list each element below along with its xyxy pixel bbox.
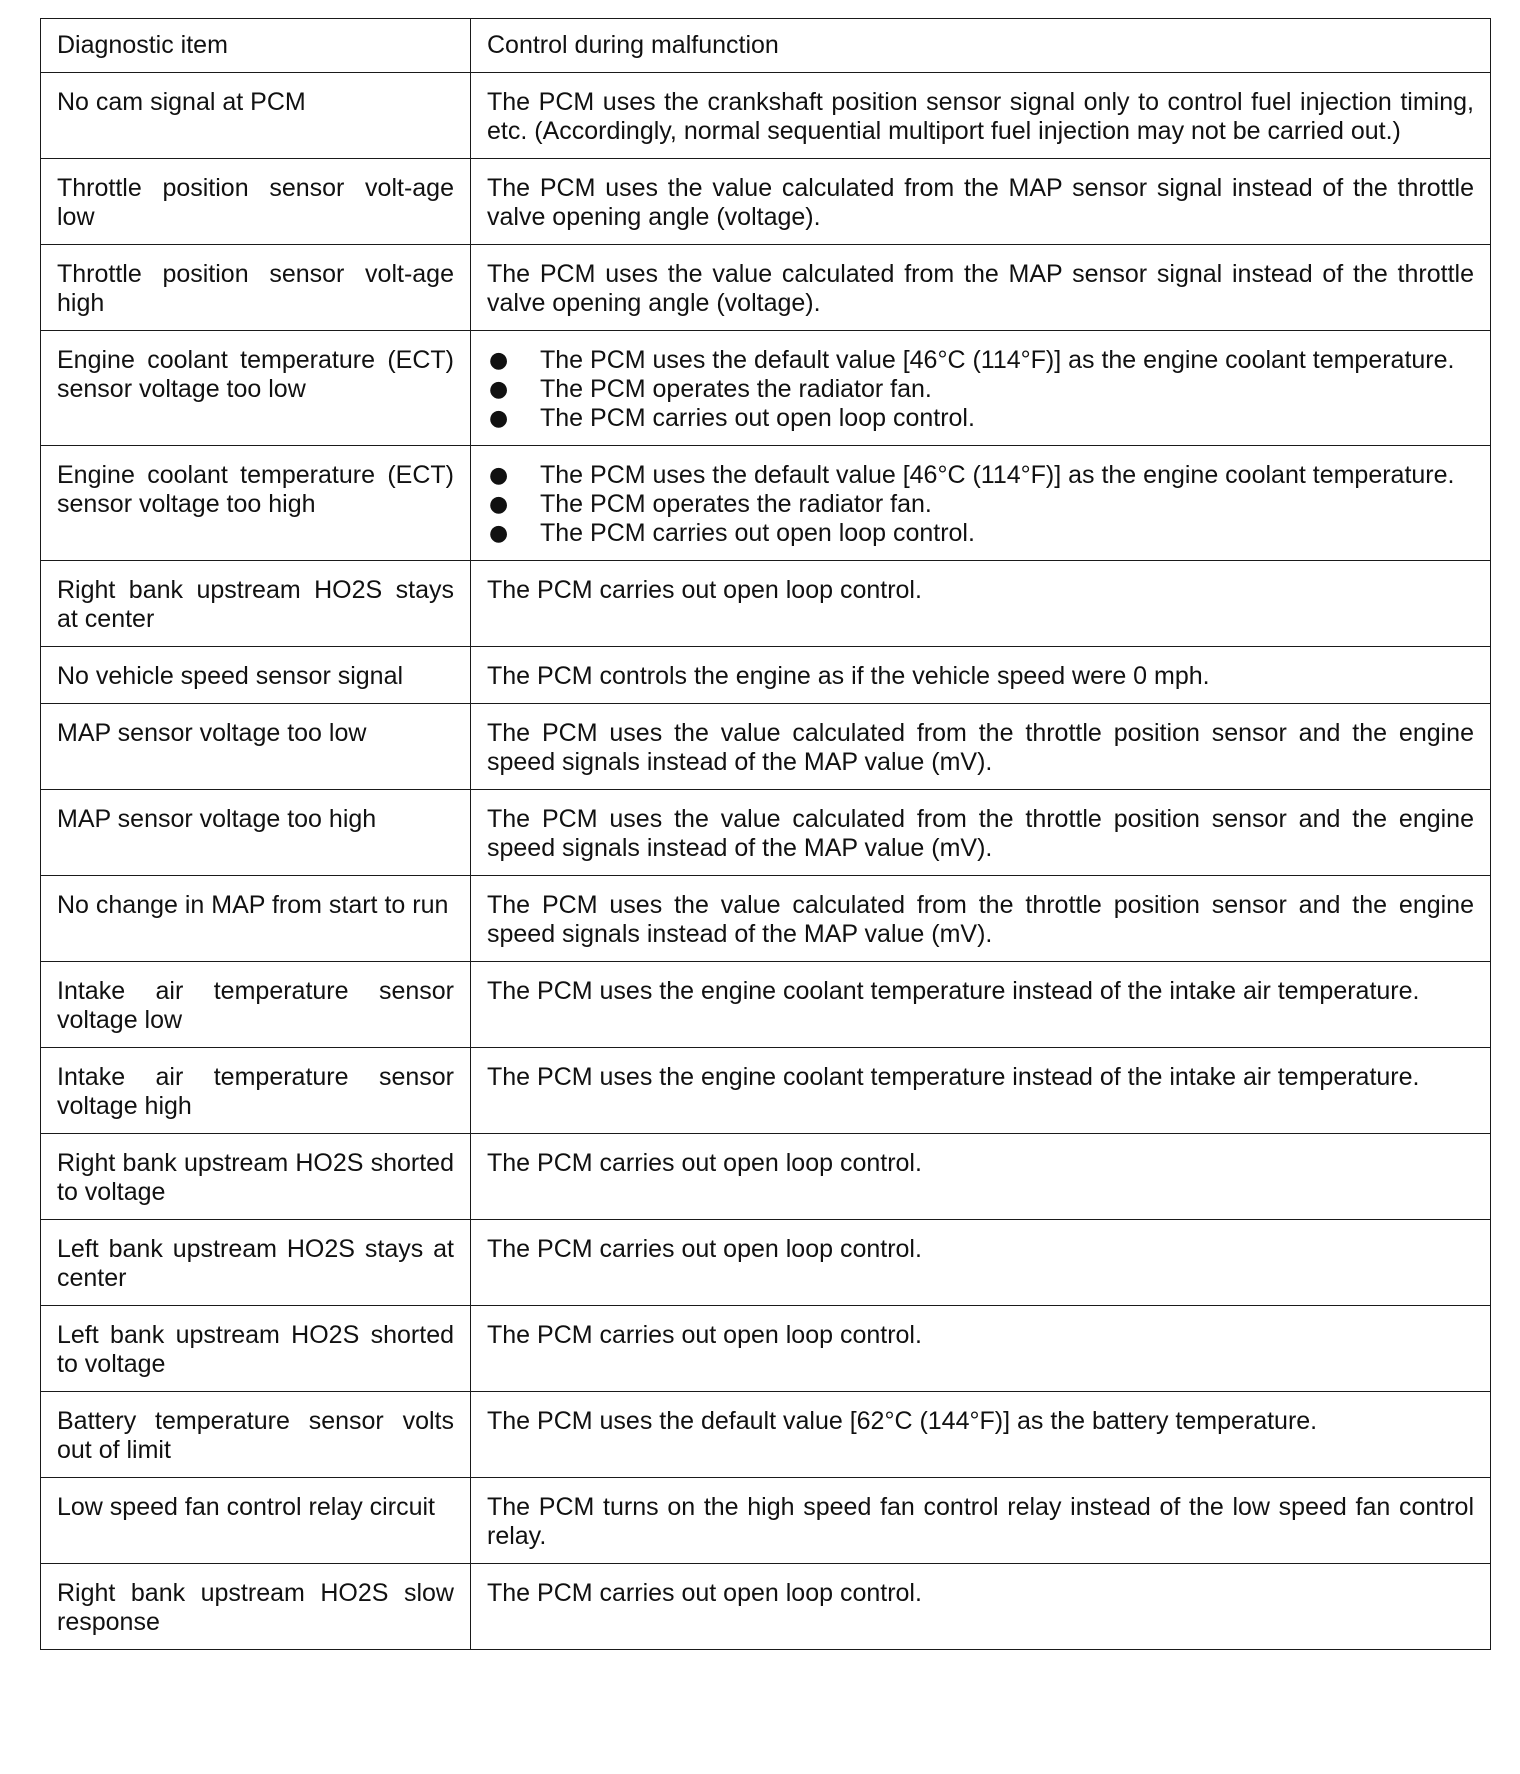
table-row	[41, 876, 1491, 962]
table-row	[41, 1220, 1491, 1306]
diagnostic-item-cell: Engine coolant temperature (ECT) sensor voltage too high	[41, 446, 471, 561]
control-cell: The PCM uses the value calculated from the MAP sensor signal instead of the throttle valve opening angle (voltage).	[471, 159, 1491, 245]
diagnostic-item-cell: Throttle position sensor volt-age high	[41, 245, 471, 331]
diagnostic-item-cell: Intake air temperature sensor voltage high	[41, 1048, 471, 1134]
header-control-during-malfunction: Control during malfunction	[471, 19, 1491, 73]
table-row	[41, 1306, 1491, 1392]
bullet-list	[487, 461, 1474, 548]
bullet-item: ● The PCM carries out open loop control.	[487, 404, 1474, 433]
control-cell: The PCM uses the value calculated from the throttle position sensor and the engine speed signals instead of the MAP value (mV).	[471, 876, 1491, 962]
bullet-item: ● The PCM carries out open loop control.	[487, 519, 1474, 548]
control-cell: The PCM uses the value calculated from the MAP sensor signal instead of the throttle valve opening angle (voltage).	[471, 245, 1491, 331]
table-row	[41, 446, 1491, 561]
diagnostic-item-cell: Throttle position sensor volt-age low	[41, 159, 471, 245]
diagnostic-item-cell: Right bank upstream HO2S shorted to voltage	[41, 1134, 471, 1220]
diagnostic-item-cell: MAP sensor voltage too high	[41, 790, 471, 876]
table-row	[41, 1564, 1491, 1650]
diagnostic-item-cell: Low speed fan control relay circuit	[41, 1478, 471, 1564]
bullet-list	[487, 346, 1474, 433]
control-cell: The PCM uses the default value [62°C (144°F)] as the battery temperature.	[471, 1392, 1491, 1478]
table-row	[41, 1134, 1491, 1220]
diagnostic-item-cell: Battery temperature sensor volts out of limit	[41, 1392, 471, 1478]
bullet-item: ● The PCM uses the default value [46°C (114°F)] as the engine coolant temperature.	[487, 346, 1474, 375]
table-row	[41, 962, 1491, 1048]
table-row	[41, 1048, 1491, 1134]
diagnostic-item-cell: Right bank upstream HO2S slow response	[41, 1564, 471, 1650]
table-row	[41, 245, 1491, 331]
bullet-item: ● The PCM uses the default value [46°C (114°F)] as the engine coolant temperature.	[487, 461, 1474, 490]
control-cell: The PCM uses the value calculated from the throttle position sensor and the engine speed signals instead of the MAP value (mV).	[471, 790, 1491, 876]
table-row	[41, 790, 1491, 876]
bullet-item: ● The PCM operates the radiator fan.	[487, 490, 1474, 519]
header-diagnostic-item: Diagnostic item	[41, 19, 471, 73]
table-row	[41, 159, 1491, 245]
diagnostic-item-cell: Left bank upstream HO2S shorted to voltage	[41, 1306, 471, 1392]
diagnostic-item-cell: Right bank upstream HO2S stays at center	[41, 561, 471, 647]
control-cell: The PCM carries out open loop control.	[471, 1134, 1491, 1220]
control-cell: The PCM uses the crankshaft position sensor signal only to control fuel injection timing, etc. (Accordingly, normal sequential multiport fuel injection may not be carried out.)	[471, 73, 1491, 159]
control-cell: The PCM carries out open loop control.	[471, 1306, 1491, 1392]
table-row	[41, 704, 1491, 790]
diagnostic-item-cell: Intake air temperature sensor voltage low	[41, 962, 471, 1048]
diagnostic-item-cell: Engine coolant temperature (ECT) sensor voltage too low	[41, 331, 471, 446]
control-cell	[471, 446, 1491, 561]
table-row	[41, 1392, 1491, 1478]
table-row	[41, 647, 1491, 704]
diagnostic-item-cell: No cam signal at PCM	[41, 73, 471, 159]
malfunction-control-table	[40, 18, 1491, 1650]
control-cell: The PCM carries out open loop control.	[471, 1564, 1491, 1650]
bullet-item: ● The PCM operates the radiator fan.	[487, 375, 1474, 404]
control-cell	[471, 331, 1491, 446]
diagnostic-item-cell: No change in MAP from start to run	[41, 876, 471, 962]
control-cell: The PCM uses the engine coolant temperature instead of the intake air temperature.	[471, 1048, 1491, 1134]
diagnostic-item-cell: No vehicle speed sensor signal	[41, 647, 471, 704]
table-row	[41, 73, 1491, 159]
table-header-row	[41, 19, 1491, 73]
table-row	[41, 331, 1491, 446]
control-cell: The PCM uses the engine coolant temperature instead of the intake air temperature.	[471, 962, 1491, 1048]
diagnostic-item-cell: MAP sensor voltage too low	[41, 704, 471, 790]
control-cell: The PCM controls the engine as if the vehicle speed were 0 mph.	[471, 647, 1491, 704]
table-row	[41, 1478, 1491, 1564]
diagnostic-item-cell: Left bank upstream HO2S stays at center	[41, 1220, 471, 1306]
control-cell: The PCM carries out open loop control.	[471, 561, 1491, 647]
control-cell: The PCM carries out open loop control.	[471, 1220, 1491, 1306]
table-row	[41, 561, 1491, 647]
control-cell: The PCM turns on the high speed fan control relay instead of the low speed fan control relay.	[471, 1478, 1491, 1564]
control-cell: The PCM uses the value calculated from the throttle position sensor and the engine speed signals instead of the MAP value (mV).	[471, 704, 1491, 790]
